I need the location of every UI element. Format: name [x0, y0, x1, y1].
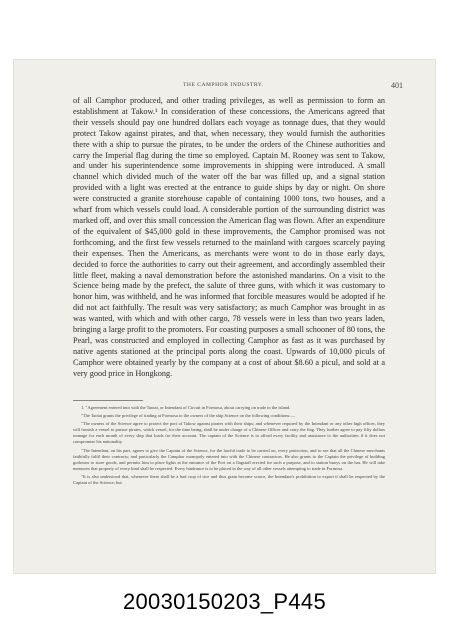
- image-caption: 20030150203_P445: [122, 589, 326, 614]
- footnotes: [73, 405, 385, 488]
- footnote-1: 1. "Agreement entered into with the Taotai, or Intendant of Circuit in Formosa, about carrying on trade in the island.: [81, 405, 291, 410]
- footnote-rule: [73, 400, 143, 401]
- footnote-4: "The Intendant, on his part, agrees to give the Captain of the Science, for the lawful trade to be carried on, every protection, and to see that all the Chinese merchants faithfully fulfil their contracts; and particularly the Camphor monopoly entered into with the Chinese contractors. He also grants to the Captain the privilege of building godowns to store goods, and permits him to place lights at the entrance of the Port on a flagstaff erected for such a purpose, and to station buoys on the bar. He will take measures that property of every kind shall be respected. Every hindrance is to be placed in the way of all other vessels attempting to trade in Formosa.: [73, 447, 385, 471]
- body-paragraph: of all Camphor produced, and other trading privileges, as well as permission to form an establishment at Takow.¹ In consideration of these concessions, the Americans agreed that their vessels should pay one hundred dollars each voyage as tonnage dues, that they would protect Takow against pirates, and that, when necessary, they would furnish the authorities there with a ship to pursue the pirates, to be under the orders of the Chinese authorities and carry the Imperial flag during the time so employed. Captain M. Rooney was sent to Takow, and under his superintendence some improvements in shipping were introduced. A small channel which divided much of the water off the bar was filled up, and a signal station provided with a light was erected at the entrance to guide ships by day or night. On shore were constructed a granite storehouse capable of containing 1000 tons, two houses, and a wharf from which vessels could load. A considerable portion of the surrounding district was marked off, and over this small concession the American flag was flown. After an expenditure of the equivalent of $45,000 gold in these improvements, the Camphor promised was not forthcoming, and the first few vessels returned to the mainland with cargoes scarcely paying their expenses. Then the Americans, as merchants were wont to do in those early days, decided to force the authorities to carry out their agreement, and accordingly assembled their little fleet, making a naval demonstration before the astonished mandarins. On a visit to the Science being made by the prefect, the salute of three guns, with which it was customary to honor him, was withheld, and he was informed that forcible measures would be adopted if he did not act faithfully. The result was very satisfactory; as much Camphor was brought in as was wanted, with which and with other cargo, 78 vessels were in less than two years laden, bringing a large profit to the promoters. For coasting purposes a small schooner of 80 tons, the Pearl, was constructed and employed in collecting Camphor as fast as it was purchased by native agents stationed at the principal ports along the coast. Upwards of 10,000 piculs of Camphor were obtained yearly by the company at a cost of about $8.60 a picul, and sold at a very good price in Hongkong.: [73, 96, 385, 378]
- footnote-5: "It is also understood that, whenever there shall be a bad crop of rice and thus grain become scarce, the Intendant's prohibition to export it shall be respected by the Captain of the Science; but: [73, 473, 385, 485]
- footnote-3: "The owners of the Science agree to protect the port of Takow against pirates with their ships; and whenever required by the Intendant or any other high officer, they will furnish a vessel to pursue pirates, which vessel, for the time being, shall be under charge of a Chinese Officer and carry the flag. They further agree to pay fifty dollars tonnage for each month of every ship that loads for their account. The captain of the Science is to afford every facility and assistance to the authorities if it does not compromise his nationality.: [73, 421, 385, 445]
- page-header: [183, 82, 403, 88]
- footnote-2: "The Taotai grants the privilege of trading at Formosa to the owners of the ship Science on the following conditions:—: [81, 413, 296, 419]
- book-page: [13, 59, 436, 574]
- running-head: THE CAMPHOR INDUSTRY.: [183, 82, 264, 88]
- page-number: 401: [391, 81, 403, 90]
- body-text: [73, 96, 385, 380]
